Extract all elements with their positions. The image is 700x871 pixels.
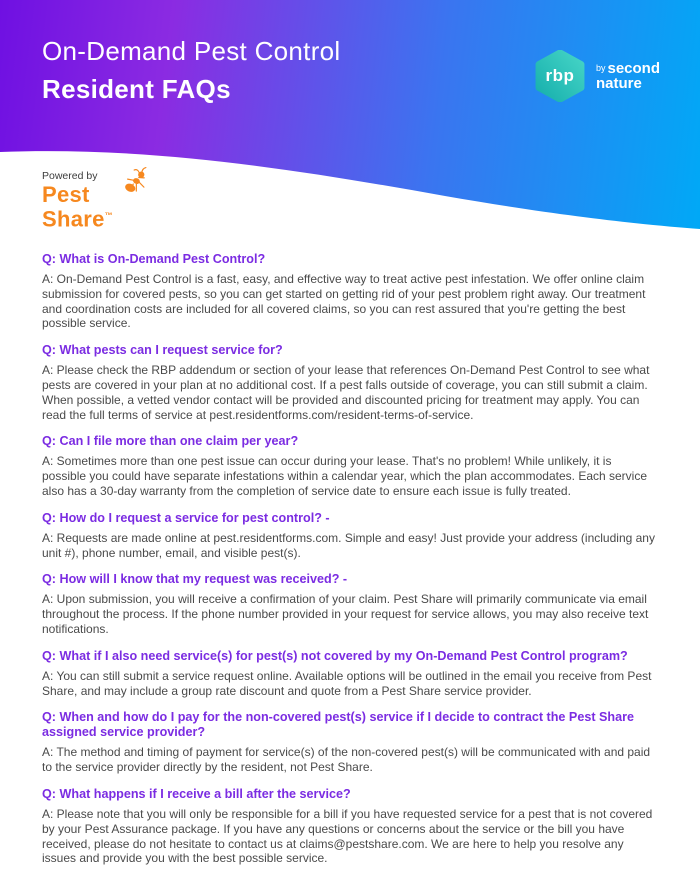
faq-answer: A: Requests are made online at pest.residentforms.com. Simple and easy! Just provide your address (including any unit #), phone number, email, and visible pest(s). xyxy=(42,530,655,560)
share-text: Share xyxy=(42,206,105,232)
rbp-badge-icon xyxy=(534,50,586,102)
faq-list xyxy=(0,240,700,866)
by-label: by xyxy=(595,63,606,73)
faq-item xyxy=(42,572,658,636)
page-title: On-Demand Pest Control xyxy=(42,36,341,66)
faq-question: Q: Can I file more than one claim per year? xyxy=(42,434,299,449)
hero-header xyxy=(0,0,700,240)
faq-answer: A: Please check the RBP addendum or section of your lease that references On-Demand Pest Control to see what pests are covered in your plan at no additional cost. If a pest falls outside of coverage, you can still submit a claim. When possible, a vetted vendor contact will be provided and discounted pricing for treatment may apply. You can read the full terms of service at pest.residentforms.com/resident-terms-of-service. xyxy=(42,363,650,422)
faq-item xyxy=(42,649,658,699)
faq-item xyxy=(42,787,658,866)
faq-question: Q: What is On-Demand Pest Control? xyxy=(42,252,266,266)
powered-by-label: Powered by xyxy=(42,170,98,182)
faq-answer: A: On-Demand Pest Control is a fast, easy, and effective way to treat active pest infestation. We offer online claim submission for covered pests, so you can get started on getting rid of your pest problem right away. Our treatment and coordination costs are included for all covered claims, so you can rest assured that you're getting the best possible service. xyxy=(42,272,646,331)
hero-title-block xyxy=(42,36,341,105)
faq-question: Q: How do I request a service for pest control? - xyxy=(42,510,330,525)
faq-question: Q: What happens if I receive a bill after the service? xyxy=(42,786,351,801)
faq-answer: A: You can still submit a service request online. Available options will be outlined in the email you receive from Pest Share, and may include a group rate discount and quote from a Pest Share service provider. xyxy=(42,668,652,698)
faq-item xyxy=(42,434,658,498)
faq-question: Q: When and how do I pay for the non-covered pest(s) service if I decide to contract the Pest Share assigned service provider? xyxy=(42,710,635,740)
faq-answer: A: The method and timing of payment for service(s) of the non-covered pest(s) will be communicated with and paid to the service provider directly by the resident, not Pest Share. xyxy=(42,745,651,775)
faq-question: Q: What pests can I request service for? xyxy=(42,343,283,358)
faq-answer: A: Sometimes more than one pest issue can occur during your lease. That's no problem! While unlikely, it is possible you could have separate infestations within a calendar year, which the plan accommodates. Each service also has a 30-day warranty from the completion of service date to ensure each issue is fully treated. xyxy=(42,454,648,498)
second-nature-wordmark xyxy=(596,61,660,91)
pestshare-wordmark-share xyxy=(42,205,113,232)
faq-question: Q: What if I also need service(s) for pest(s) not covered by my On-Demand Pest Control program? xyxy=(42,648,628,663)
faq-item xyxy=(42,252,658,331)
trademark-symbol: ™ xyxy=(104,211,113,220)
second-nature-top: second xyxy=(607,60,660,77)
second-nature-bottom: nature xyxy=(595,75,642,92)
ant-icon xyxy=(119,165,155,202)
rbp-logo xyxy=(534,50,660,102)
faq-item xyxy=(42,343,658,422)
pestshare-logo xyxy=(42,170,113,232)
faq-question: Q: How will I know that my request was received? - xyxy=(42,572,348,587)
faq-item xyxy=(42,511,658,561)
pestshare-wordmark-pest: Pest xyxy=(42,182,90,207)
rbp-logo-text: rbp xyxy=(545,66,575,85)
faq-answer: A: Please note that you will only be responsible for a bill if you have requested service for a pest that is not covered by your Pest Assurance package. If you have any questions or concerns about the service or the bill you have received, please do not hesitate to contact us at claims@pestshare.com. We are here to help you resolve any issues and provide you with the best possible service. xyxy=(42,806,653,866)
page-subtitle: Resident FAQs xyxy=(42,74,231,104)
faq-answer: A: Upon submission, you will receive a confirmation of your claim. Pest Share will primarily communicate via email throughout the process. If the phone number provided in your request for service allows, you may also receive text notifications. xyxy=(42,592,649,636)
faq-item xyxy=(42,710,658,775)
